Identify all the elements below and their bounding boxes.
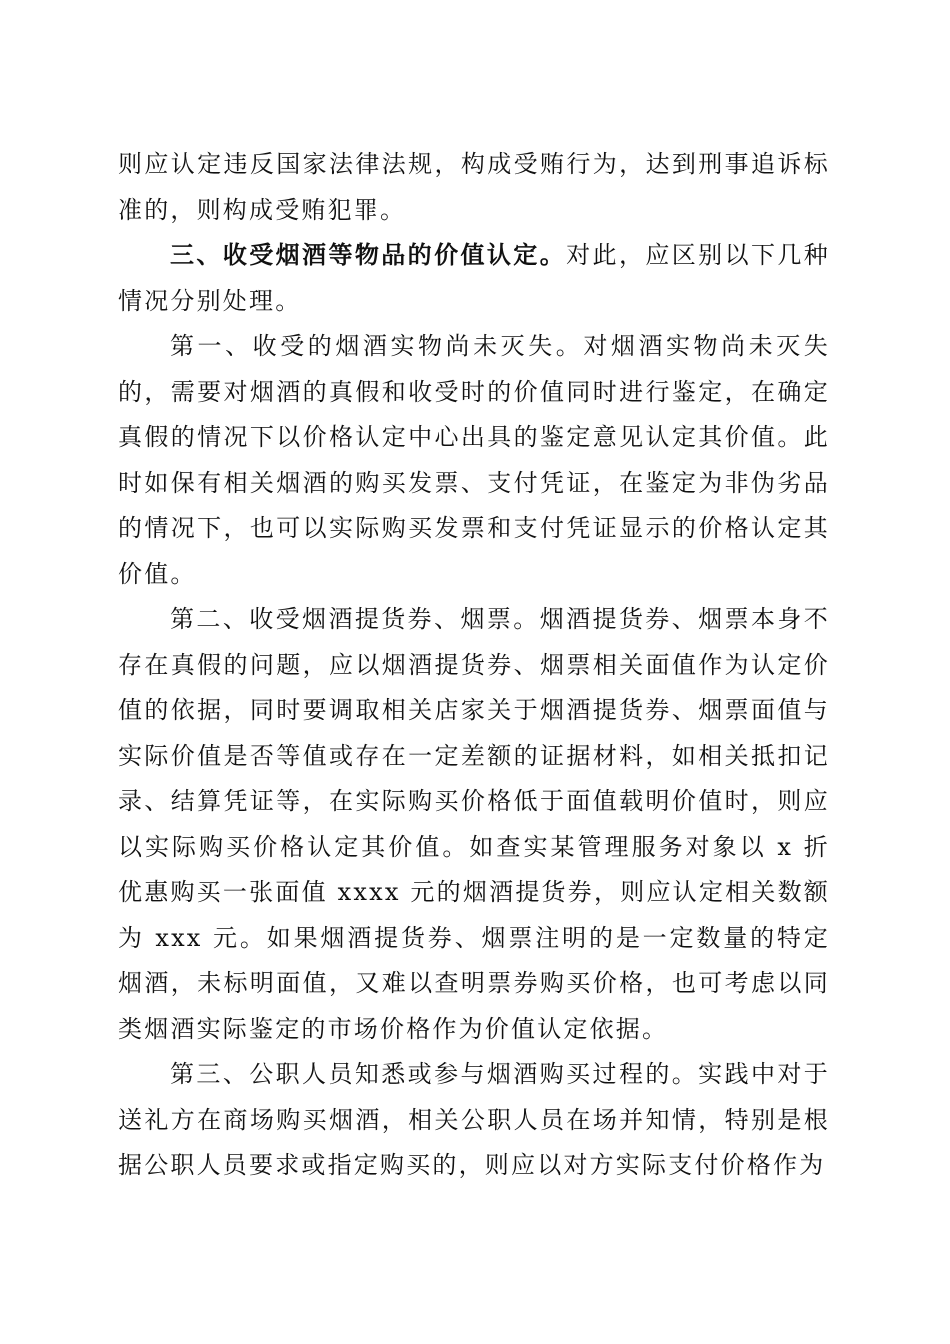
- paragraph-text: 对此，应区别以下几种情况分别处理。: [118, 241, 830, 315]
- paragraph-text: 第二、收受烟酒提货券、烟票。烟酒提货券、烟票本身不存在真假的问题，应以烟酒提货券、烟票相关面值作为认定价值的依据，同时要调取相关店家关于烟酒提货券、烟票面值与实际价值是否等值或存在一定差额的证据材料，如相关抵扣记录、结算凭证等，在实际购买价格低于面值载明价值时，则应以实际购买价格认定其价值。如查实某管理服务对象以 x 折优惠购买一张面值 xxxx 元的烟酒提货券，则应认定相关数额为 xxx 元。如果烟酒提货券、烟票注明的是一定数量的特定烟酒，未标明面值，又难以查明票券购买价格，也可考虑以同类烟酒实际鉴定的市场价格作为价值认定依据。: [118, 605, 830, 1043]
- section-heading: 三、收受烟酒等物品的价值认定。: [170, 241, 567, 269]
- section-heading-paragraph: [118, 233, 830, 324]
- paragraph-case-three: [118, 1052, 830, 1189]
- paragraph-text: 第三、公职人员知悉或参与烟酒购买过程的。实践中对于送礼方在商场购买烟酒，相关公职人员在场并知情，特别是根据公职人员要求或指定购买的，则应以对方实际支付价格作为: [118, 1060, 830, 1179]
- paragraph-text: 第一、收受的烟酒实物尚未灭失。对烟酒实物尚未灭失的，需要对烟酒的真假和收受时的价值同时进行鉴定，在确定真假的情况下以价格认定中心出具的鉴定意见认定其价值。此时如保有相关烟酒的购买发票、支付凭证，在鉴定为非伪劣品的情况下，也可以实际购买发票和支付凭证显示的价格认定其价值。: [118, 332, 830, 588]
- paragraph-case-two: [118, 597, 830, 1052]
- paragraph-case-one: [118, 324, 830, 597]
- document-body: [118, 142, 830, 1189]
- paragraph-text: 则应认定违反国家法律法规，构成受贿行为，达到刑事追诉标准的，则构成受贿犯罪。: [118, 150, 830, 224]
- paragraph-continuation: [118, 142, 830, 233]
